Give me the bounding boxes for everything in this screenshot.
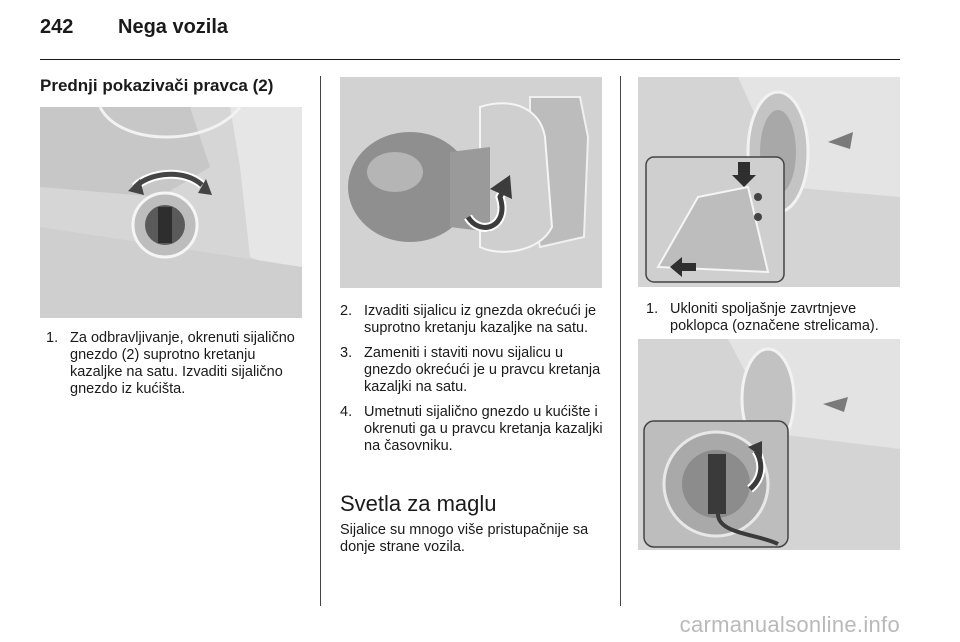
section-heading-fog-lights: Svetla za maglu: [340, 491, 497, 516]
figure-bulb-removal: [340, 77, 602, 288]
list-item: 4. Umetnuti sijalično gnezdo u kućište i okrenuti ga u pravcu kretanja kazaljki na časovniku.: [340, 404, 603, 454]
header-rule: [40, 59, 900, 60]
column-divider-left: [320, 76, 321, 606]
fog-lights-text: Sijalice su mnogo više pristupačnije sa donje strane vozila.: [340, 522, 589, 555]
chapter-title: Nega vozila: [118, 16, 229, 38]
list-item: 2. Izvaditi sijalicu iz gnezda okrećući je suprotno kretanju kazaljke na satu.: [340, 303, 597, 336]
list-item: 3. Zameniti i staviti novu sijalicu u gnezdo okrećući je u pravcu kretanja kazaljki na satu.: [340, 345, 601, 395]
column-divider-right: [620, 76, 621, 606]
figure-cover-screws: [638, 77, 900, 287]
right-steps-list: [646, 301, 902, 343]
page-number: 242: [40, 16, 74, 38]
watermark: carmanualsonline.info: [679, 612, 900, 637]
figure-bulb-socket-rotate: [40, 107, 302, 318]
middle-steps-list: [340, 303, 608, 463]
left-steps-list: [46, 330, 306, 406]
list-item: 1. Za odbravljivanje, okrenuti sijalično gnezdo (2) suprotno kretanju kazaljke na satu. Izvaditi sijalično gnezdo iz kućišta.: [46, 330, 295, 397]
figure-fog-light-socket: [638, 339, 900, 550]
page-header: [40, 16, 900, 50]
list-item: 1. Ukloniti spoljašnje zavrtnjeve poklopca (označene strelicama).: [646, 301, 879, 334]
section-heading-turn-signals: Prednji pokazivači pravca (2): [40, 76, 274, 95]
